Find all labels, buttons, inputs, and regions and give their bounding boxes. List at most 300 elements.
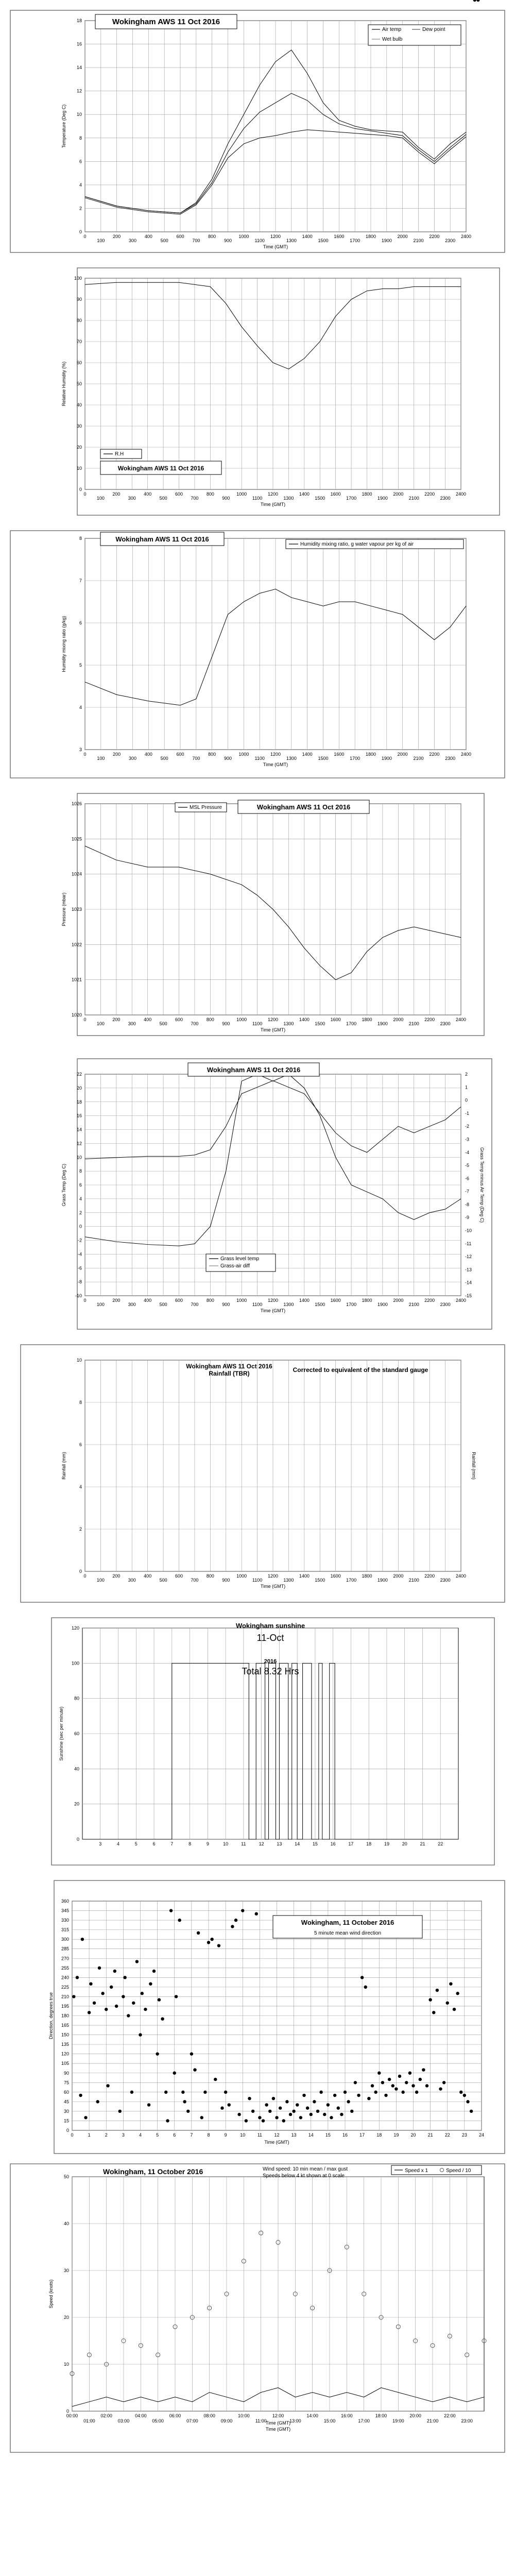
x-tick-label: 08:00 [203, 2413, 215, 2418]
x-tick-label: 23 [461, 2132, 467, 2138]
y-tick-label: 1026 [71, 801, 82, 806]
scatter-point [428, 1998, 432, 2001]
y-tick-label: 90 [76, 297, 82, 302]
x-tick-label: 1700 [346, 1021, 357, 1026]
x-tick-label: 2000 [393, 1298, 404, 1303]
y-axis-label: Temperature (Deg C) [61, 104, 66, 148]
y-tick-label: 8 [79, 1168, 82, 1174]
x-tick-label: 2300 [440, 1021, 451, 1026]
scatter-point [118, 2110, 122, 2113]
scatter-point [456, 1992, 459, 1995]
x-tick-label: 700 [191, 496, 199, 501]
x-tick-label: 1100 [252, 1578, 263, 1583]
x-axis-label: Time (GMT) [263, 244, 288, 249]
scatter-point [197, 1931, 200, 1935]
y-tick-label: 4 [79, 182, 82, 188]
x-tick-label: 03:00 [117, 2418, 130, 2424]
x-tick-label: 11 [257, 2132, 263, 2138]
scatter-point [415, 2091, 418, 2094]
y-tick-label: 0 [79, 487, 82, 492]
x-tick-label: 1000 [238, 234, 249, 239]
chart-subtitle-2: Speeds below 4 kt shown at 0 scale [263, 2173, 345, 2179]
scatter-point [275, 2116, 278, 2119]
chart-year: 2016 [264, 1658, 277, 1665]
legend-entry: R.H [115, 451, 124, 457]
y-tick-label: 20 [76, 1085, 82, 1091]
x-tick-label: 16 [330, 1841, 336, 1846]
scatter-point [405, 2081, 408, 2084]
x-tick-label: 1800 [362, 1573, 372, 1579]
scatter-point [327, 2103, 330, 2106]
chart-total: Total 8.32 Hrs [242, 1666, 299, 1676]
x-tick-label: 0 [83, 1298, 87, 1303]
y-tick-label: 0 [79, 1569, 82, 1574]
x-tick-label: 01:00 [83, 2418, 95, 2424]
scatter-point [459, 2091, 462, 2094]
x-tick-label: 2400 [455, 1573, 467, 1579]
y-tick-label: 135 [61, 2042, 69, 2047]
x-tick-label: 09:00 [220, 2418, 233, 2424]
y-tick-label: 120 [71, 1625, 79, 1631]
scatter-point [463, 2094, 466, 2097]
x-tick-label: 1800 [362, 1298, 372, 1303]
y-tick-label: 1023 [71, 907, 82, 912]
x-tick-label: 9 [206, 1841, 209, 1846]
scatter-point [364, 1986, 367, 1989]
scatter-point [84, 2116, 87, 2119]
scatter-point [105, 2008, 108, 2011]
y-tick-label: 70 [76, 339, 82, 344]
x-tick-label: 600 [175, 1298, 183, 1303]
x-tick-label: 17 [348, 1841, 354, 1846]
x-tick-label: 02:00 [100, 2413, 112, 2418]
x-tick-label: 1700 [350, 238, 360, 243]
x-tick-label: 2300 [440, 496, 451, 501]
scatter-point [135, 1960, 139, 1963]
scatter-point [210, 1938, 213, 1941]
scatter-point [183, 2100, 186, 2103]
y-tick-label: 1022 [71, 942, 82, 947]
y2-tick-label: -11 [465, 1241, 472, 1246]
x-tick-label: 700 [191, 1578, 199, 1583]
y-tick-label: 1025 [71, 836, 82, 842]
scatter-point [175, 1995, 178, 1998]
chart-title: Wokingham AWS 11 Oct 2016 [256, 803, 351, 811]
x-tick-label: 400 [144, 1298, 152, 1303]
x-tick-label: 800 [208, 234, 216, 239]
x-tick-label: 400 [144, 1573, 152, 1579]
scatter-point [367, 2097, 370, 2100]
scatter-point [161, 2017, 164, 2020]
x-tick-label: 200 [112, 1017, 121, 1022]
scatter-point [268, 2110, 271, 2113]
y-tick-label: 30 [76, 423, 82, 429]
y-tick-label: 30 [63, 2108, 69, 2114]
scatter-point [299, 2116, 302, 2119]
scatter-point [296, 2103, 299, 2106]
x-tick-label: 600 [175, 1573, 183, 1579]
scatter-point [178, 1919, 181, 1922]
y-tick-label: 60 [76, 360, 82, 365]
x-tick-label: 800 [206, 1017, 214, 1022]
y-axis-label: Humidity mixing ratio (g/kg) [61, 616, 66, 672]
scatter-point [432, 2011, 435, 2014]
x-tick-label: 100 [97, 756, 105, 761]
y-tick-label: 100 [74, 276, 82, 281]
scatter-point [262, 2119, 265, 2122]
y-tick-label: 180 [61, 2013, 69, 2019]
scatter-point [169, 1909, 173, 1912]
x-tick-label: 1000 [238, 752, 249, 757]
chart-title: Wokingham AWS 11 Oct 2016 [186, 1363, 272, 1370]
y-tick-label: 165 [61, 2023, 69, 2028]
y-tick-label: 150 [61, 2032, 69, 2038]
y2-tick-label: -2 [465, 1124, 470, 1129]
scatter-point [313, 2100, 316, 2103]
x-tick-label: 4 [139, 2132, 142, 2138]
y-tick-label: 12 [76, 1141, 82, 1146]
y-tick-label: 10 [76, 466, 82, 471]
x-tick-label: 2300 [445, 756, 456, 761]
x-tick-label: 300 [128, 1021, 136, 1026]
x-tick-label: 2100 [413, 756, 424, 761]
y2-tick-label: -1 [465, 1110, 470, 1116]
x-tick-label: 2000 [393, 492, 404, 497]
x-tick-label: 1600 [330, 1573, 341, 1579]
y-tick-label: 16 [76, 41, 82, 47]
y-tick-label: 60 [63, 2089, 69, 2095]
x-tick-label: 700 [192, 238, 200, 243]
x-tick-label: 1100 [252, 1302, 263, 1307]
x-tick-label: 2400 [455, 492, 467, 497]
x-tick-label: 1400 [299, 492, 310, 497]
scatter-point [166, 2119, 169, 2122]
x-axis-label: Time (GMT) [264, 2140, 289, 2145]
y-tick-label: 14 [76, 65, 82, 71]
scatter-point [158, 1998, 161, 2001]
y2-tick-label: -10 [465, 1228, 472, 1233]
scatter-point [101, 1992, 104, 1995]
y-tick-label: -8 [77, 1279, 82, 1285]
y-tick-label: 6 [79, 620, 82, 625]
y2-tick-label: 1 [465, 1084, 468, 1090]
x-tick-label: 1200 [270, 234, 281, 239]
x-tick-label: 1100 [252, 1021, 263, 1026]
scatter-point [255, 1912, 258, 1916]
scatter-point [181, 2091, 184, 2094]
y-tick-label: 75 [63, 2080, 69, 2086]
x-tick-label: 1400 [299, 1017, 310, 1022]
x-tick-label: 14 [295, 1841, 300, 1846]
y-tick-label: 12 [76, 88, 82, 94]
x-tick-label: 8 [207, 2132, 210, 2138]
x-tick-label: 0 [71, 2132, 74, 2138]
scatter-point [398, 2075, 401, 2078]
scatter-point [149, 1982, 152, 1985]
x-tick-label: 1600 [330, 1298, 341, 1303]
chart-title: Wokingham sunshine [235, 1622, 305, 1630]
x-tick-label: 500 [159, 1578, 167, 1583]
y-tick-label: 105 [61, 2061, 69, 2066]
x-tick-label: 900 [222, 1021, 230, 1026]
chart-wspd [10, 2164, 505, 2452]
y-tick-label: 6 [79, 1442, 82, 1447]
scatter-point [419, 2078, 422, 2081]
scatter-point [141, 1992, 144, 1995]
x-tick-label: 1200 [267, 1017, 279, 1022]
y-axis-label: Relative Humidity (%) [61, 361, 66, 406]
x-tick-label: 1800 [362, 492, 372, 497]
y-tick-label: 4 [79, 1484, 82, 1489]
x-tick-label: 21 [420, 1841, 425, 1846]
chart-mslp [61, 793, 484, 1036]
scatter-point [173, 2072, 176, 2075]
y-tick-label: 1021 [71, 977, 82, 982]
x-tick-label: 2200 [424, 492, 435, 497]
scatter-point [333, 2094, 336, 2097]
x-tick-label: 1600 [330, 1017, 341, 1022]
scatter-point [439, 2087, 442, 2090]
scatter-point [265, 2103, 268, 2106]
x-tick-label: 300 [128, 1302, 136, 1307]
scatter-point [292, 2110, 295, 2113]
x-tick-label: 2400 [455, 1017, 467, 1022]
x-tick-label: 1700 [346, 1578, 357, 1583]
scatter-point [388, 2078, 391, 2081]
x-tick-label: 1500 [315, 1021, 325, 1026]
y-axis-label: Pressure (mbar) [61, 892, 66, 926]
y-tick-label: -4 [77, 1251, 82, 1257]
x-tick-label: 1300 [283, 496, 294, 501]
y-axis-label: Rainfall (mm) [61, 1452, 66, 1480]
legend-entry: Wet bulb [382, 37, 403, 42]
x-tick-label: 500 [159, 496, 167, 501]
x-tick-label: 1500 [315, 496, 325, 501]
x-tick-label: 1200 [267, 1298, 279, 1303]
scatter-point [282, 2119, 285, 2122]
scatter-point [251, 2110, 254, 2113]
x-tick-label: 200 [112, 1573, 121, 1579]
x-tick-label: 12:00 [272, 2413, 284, 2418]
scatter-point [357, 2094, 360, 2097]
scatter-point [106, 2084, 109, 2087]
x-tick-label: 2200 [424, 1573, 435, 1579]
scatter-point [76, 1976, 79, 1979]
x-axis-label: Time (GMT) [263, 762, 288, 767]
y-tick-label: -2 [77, 1238, 82, 1243]
x-tick-label: 1 [88, 2132, 91, 2138]
scatter-point [190, 2052, 193, 2055]
legend-entry: Humidity mixing ratio, g water vapour per kg of air [300, 541, 414, 547]
y-tick-label: 10 [76, 112, 82, 117]
scatter-point [302, 2094, 305, 2097]
chart-subtitle: Wind speed: 10 min mean / max gust [263, 2166, 348, 2172]
y-tick-label: 40 [74, 1766, 79, 1772]
x-tick-label: 6 [173, 2132, 176, 2138]
scatter-point [453, 2008, 456, 2011]
x-axis-label: Time (GMT) [260, 1027, 286, 1032]
scatter-point [391, 2084, 394, 2087]
y-tick-label: 80 [76, 318, 82, 323]
chart-subtitle: Rainfall (TBR) [209, 1370, 250, 1377]
y-tick-label: 285 [61, 1946, 69, 1952]
x-tick-label: 0 [83, 492, 87, 497]
y-tick-label: 345 [61, 1908, 69, 1913]
y-tick-label: 22 [76, 1072, 82, 1077]
legend-entry: Dew point [422, 27, 445, 32]
scatter-point [384, 2094, 387, 2097]
chart-temp [10, 10, 505, 252]
x-tick-label: 800 [206, 492, 214, 497]
scatter-point [245, 2119, 248, 2122]
y2-tick-label: -12 [465, 1254, 472, 1260]
scatter-point [130, 2091, 133, 2094]
x-tick-label: 0 [83, 1573, 87, 1579]
scatter-point [207, 1941, 210, 1944]
x-tick-label: 1900 [377, 1578, 388, 1583]
x-tick-label: 1300 [286, 756, 297, 761]
scatter-point [186, 2110, 190, 2113]
y-tick-label: 50 [76, 381, 82, 386]
scatter-point [152, 1970, 156, 1973]
x-tick-label: 15 [312, 1841, 318, 1846]
x-tick-label: 2000 [393, 1017, 404, 1022]
x-tick-label: 11:00 [255, 2418, 267, 2424]
x-tick-label: 1100 [252, 496, 263, 501]
y-tick-label: 45 [63, 2099, 69, 2105]
scatter-point [285, 2100, 288, 2103]
legend-entry: Air temp [382, 27, 402, 32]
scatter-point [470, 2110, 473, 2113]
scatter-point [228, 2103, 231, 2106]
y-tick-label: 0 [79, 229, 82, 234]
x-tick-label: 2100 [408, 1302, 419, 1307]
x-tick-label: 21:00 [426, 2418, 439, 2424]
x-tick-label: 100 [96, 1021, 105, 1026]
x-tick-label: 300 [128, 1578, 136, 1583]
x-tick-label: 1200 [270, 752, 281, 757]
scatter-point [139, 2033, 142, 2036]
x-tick-label: 600 [176, 234, 184, 239]
y2-tick-label: -6 [465, 1176, 470, 1181]
x-tick-label: 12 [274, 2132, 280, 2138]
scatter-point [408, 2072, 411, 2075]
scatter-point [132, 2002, 135, 2005]
x-tick-label: 15 [325, 2132, 331, 2138]
x-tick-label: 600 [176, 752, 184, 757]
scatter-point [231, 1925, 234, 1928]
scatter-point [401, 2091, 404, 2094]
y-tick-label: 0 [76, 1837, 79, 1842]
x-tick-label: 600 [175, 1017, 183, 1022]
x-tick-label: 1500 [315, 1578, 325, 1583]
x-tick-label: 1500 [315, 1302, 325, 1307]
x-tick-label: 3 [99, 1841, 102, 1846]
y-tick-label: 0 [66, 2409, 69, 2414]
x-tick-label: 0 [83, 1017, 87, 1022]
x-tick-label: 1100 [254, 756, 265, 761]
chart-rain [21, 1345, 505, 1602]
x-tick-label: 17 [359, 2132, 365, 2138]
x-tick-label: 1300 [283, 1021, 294, 1026]
x-tick-label: 200 [113, 752, 121, 757]
x-tick-label: 1600 [330, 492, 341, 497]
x-axis-label: Time (GMT) [260, 1584, 286, 1589]
x-tick-label: 5 [134, 1841, 138, 1846]
x-tick-label: 2200 [424, 1017, 435, 1022]
scatter-point [144, 2008, 147, 2011]
y-tick-label: 1024 [71, 871, 82, 877]
scatter-point [110, 1986, 113, 1989]
chart-title: Wokingham, 11 October 2016 [301, 1919, 394, 1926]
scatter-point [79, 2094, 82, 2097]
x-tick-label: 1400 [302, 752, 313, 757]
x-tick-label: 10 [240, 2132, 246, 2138]
y-tick-label: 18 [76, 1099, 82, 1105]
scatter-point [316, 2110, 319, 2113]
x-tick-label: 100 [97, 238, 105, 243]
y2-tick-label: -8 [465, 1201, 470, 1207]
x-tick-label: 500 [160, 756, 168, 761]
y-tick-label: 15 [63, 2118, 69, 2124]
chart-grass [61, 1059, 492, 1329]
y-tick-label: 0 [66, 2128, 69, 2133]
x-tick-label: 18 [376, 2132, 382, 2138]
x-tick-label: 100 [96, 1578, 105, 1583]
x-tick-label: 900 [222, 1578, 230, 1583]
y2-tick-label: -7 [465, 1189, 470, 1194]
y-tick-label: 120 [61, 2051, 69, 2057]
x-tick-label: 0 [83, 234, 87, 239]
x-tick-label: 700 [191, 1302, 199, 1307]
x-tick-label: 900 [224, 756, 232, 761]
x-tick-label: 6 [152, 1841, 156, 1846]
y-tick-label: 10 [76, 1155, 82, 1160]
chart-subtitle: 11-Oct [256, 1633, 284, 1643]
x-tick-label: 19:00 [392, 2418, 404, 2424]
x-tick-label: 2100 [413, 238, 424, 243]
y-tick-label: 16 [76, 1113, 82, 1118]
x-tick-label: 22 [438, 1841, 443, 1846]
y-tick-label: 2 [79, 1210, 82, 1215]
x-tick-label: 1600 [334, 752, 345, 757]
x-tick-label: 1300 [283, 1302, 294, 1307]
x-tick-label: 20 [410, 2132, 416, 2138]
x-tick-label: 1700 [350, 756, 360, 761]
scatter-point [476, 0, 479, 2]
y2-tick-label: -9 [465, 1215, 470, 1221]
chart-title: Wokingham AWS 11 Oct 2016 [115, 535, 209, 543]
scatter-point [473, 0, 476, 2]
x-tick-label: 1400 [302, 234, 313, 239]
scatter-point [200, 2116, 203, 2119]
y-tick-label: 6 [79, 1182, 82, 1188]
scatter-point [248, 2097, 251, 2100]
x-tick-label: 23:00 [461, 2418, 473, 2424]
scatter-point [258, 2116, 261, 2119]
x-tick-label: 19 [384, 1841, 389, 1846]
y-tick-label: 40 [76, 402, 82, 408]
chart-hmr [10, 531, 505, 778]
scatter-point [123, 1976, 126, 1979]
x-tick-label: 7 [170, 1841, 174, 1846]
x-tick-label: 100 [96, 496, 105, 501]
x-tick-label: 2200 [424, 1298, 435, 1303]
chart-title: Wokingham AWS 11 Oct 2016 [207, 1066, 301, 1074]
y-tick-label: 20 [74, 1801, 79, 1807]
x-tick-label: 400 [144, 1017, 152, 1022]
x-tick-label: 16 [342, 2132, 348, 2138]
